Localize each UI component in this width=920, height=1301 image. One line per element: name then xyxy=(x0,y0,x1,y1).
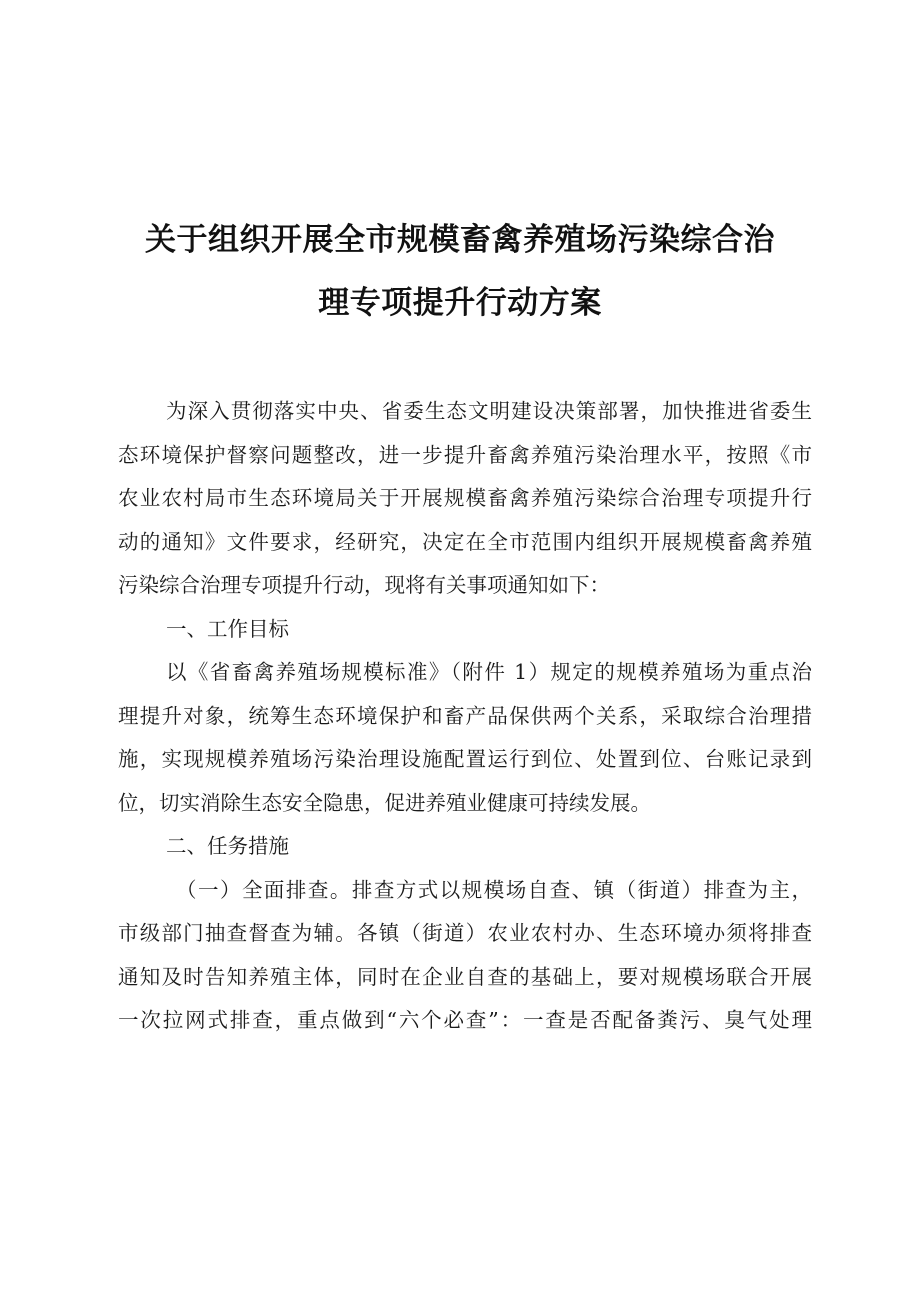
paragraph-goals-line-1: 以《省畜禽养殖场规模标准》（附件 1）规定的规模养殖场为重点治 xyxy=(166,660,812,684)
paragraph-intro-line-5: 污染综合治理专项提升行动，现将有关事项通知如下： xyxy=(118,573,610,597)
paragraph-measures-line-2: 市级部门抽查督查为辅。各镇（街道）农业农村办、生态环境办须将排查 xyxy=(118,921,812,945)
document-title-line-1: 关于组织开展全市规模畜禽养殖场污染综合治 xyxy=(145,222,775,258)
paragraph-goals-line-2: 理提升对象，统筹生态环境保护和畜产品保供两个关系，采取综合治理措 xyxy=(118,703,812,728)
paragraph-intro-line-1: 为深入贯彻落实中央、省委生态文明建设决策部署，加快推进省委生 xyxy=(166,399,812,423)
paragraph-intro-line-2: 态环境保护督察问题整改，进一步提升畜禽养殖污染治理水平，按照《市 xyxy=(118,442,812,467)
section-heading-measures: 二、任务措施 xyxy=(166,834,289,858)
paragraph-measures-line-4: 一次拉网式排查，重点做到“六个必查”：一查是否配备粪污、臭气处理 xyxy=(118,1008,812,1032)
paragraph-goals-line-4: 位，切实消除生态安全隐患，促进养殖业健康可持续发展。 xyxy=(118,790,651,815)
paragraph-intro-line-4: 动的通知》文件要求，经研究，决定在全市范围内组织开展规模畜禽养殖 xyxy=(118,529,812,554)
document-body xyxy=(118,390,812,1043)
section-heading-goals: 一、工作目标 xyxy=(166,616,289,641)
paragraph-intro-line-3: 农业农村局市生态环境局关于开展规模畜禽养殖污染综合治理专项提升行 xyxy=(118,486,812,510)
paragraph-measures-line-3: 通知及时告知养殖主体，同时在企业自查的基础上，要对规模场联合开展 xyxy=(118,964,812,989)
document-title-line-2: 理专项提升行动方案 xyxy=(318,285,602,321)
paragraph-measures-line-1: （一）全面排查。排查方式以规模场自查、镇（街道）排查为主， xyxy=(176,877,812,902)
paragraph-goals-line-3: 施，实现规模养殖场污染治理设施配置运行到位、处置到位、台账记录到 xyxy=(118,747,812,771)
